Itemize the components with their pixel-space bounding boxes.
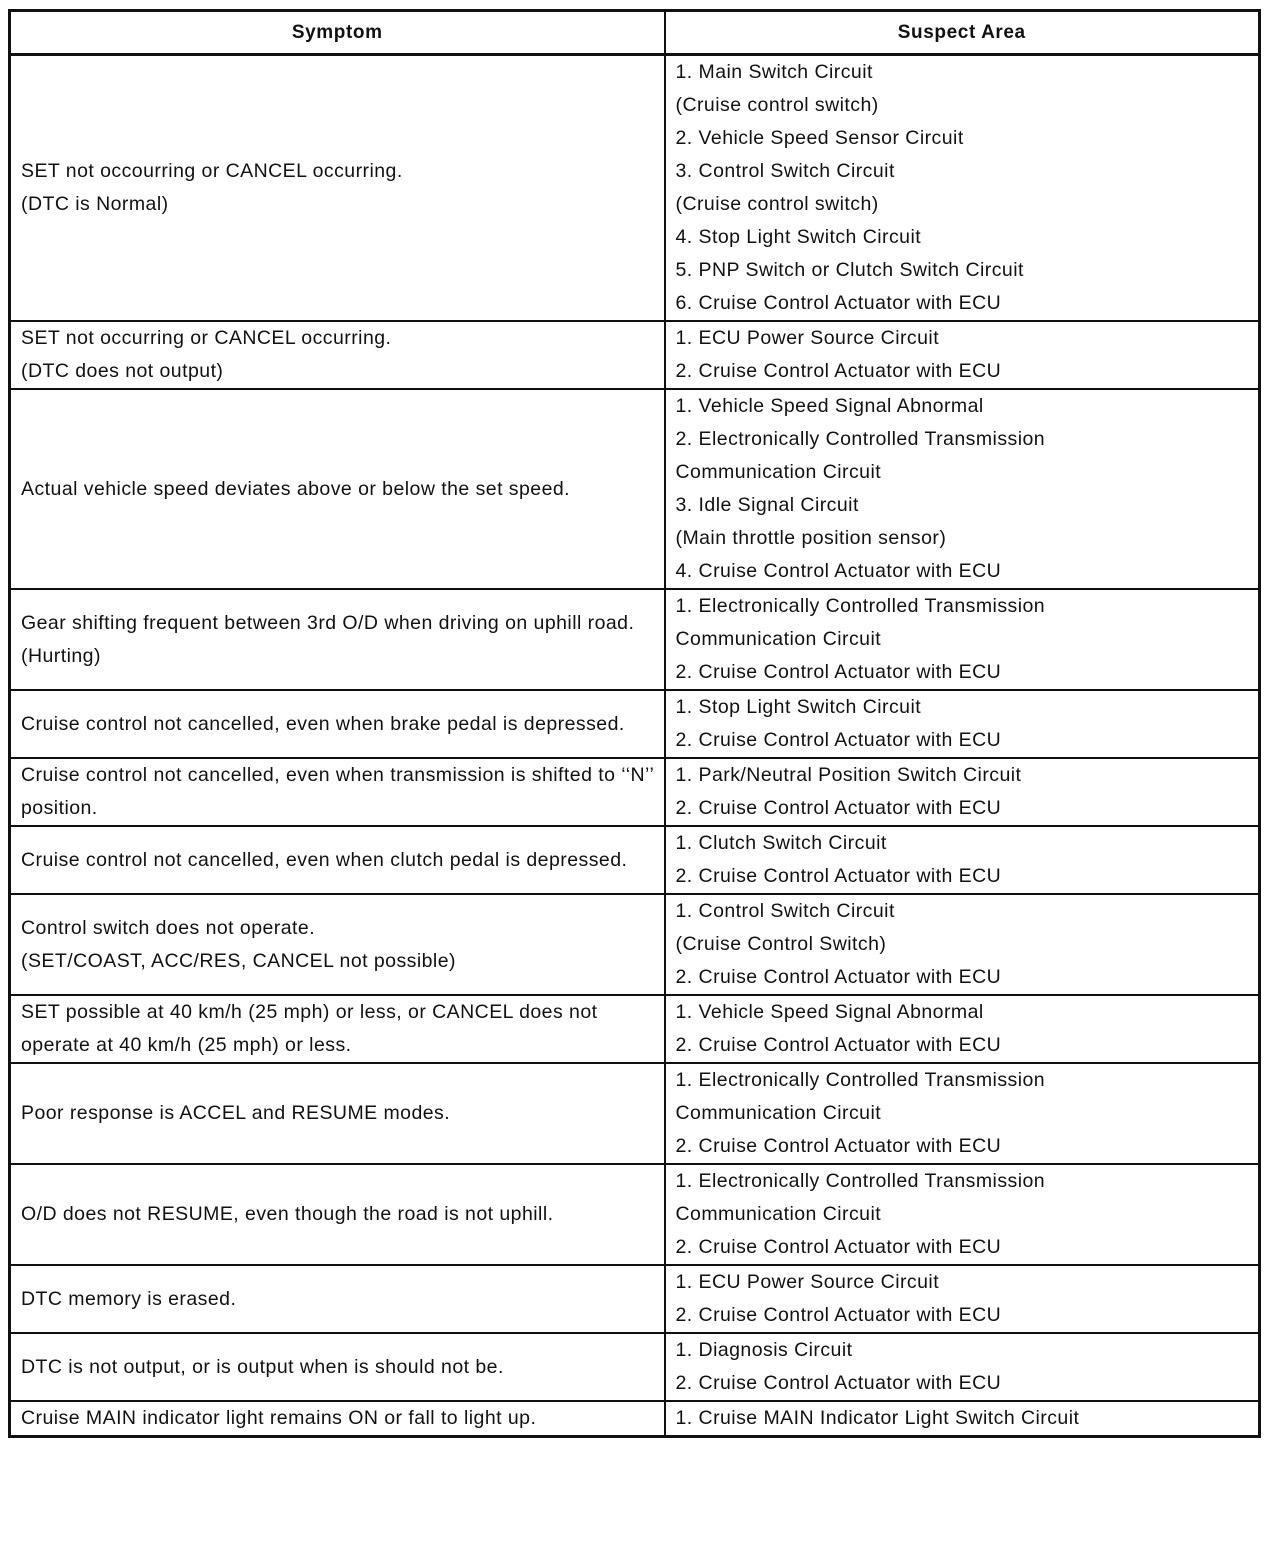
- symptom-text: (SET/COAST, ACC/RES, CANCEL not possible): [21, 949, 456, 972]
- table-row: [10, 1164, 1260, 1265]
- suspect-area-line: 1. Control Switch Circuit: [675, 900, 895, 922]
- symptom-text: Cruise control not cancelled, even when brake pedal is depressed.: [21, 712, 625, 735]
- symptom-text: (DTC is Normal): [21, 193, 169, 215]
- suspect-area-line: Communication Circuit: [675, 1203, 882, 1225]
- symptom-text: O/D does not RESUME, even though the road is not uphill.: [21, 1203, 554, 1225]
- symptom-cell: [10, 894, 665, 995]
- suspect-area-cell: [665, 1333, 1260, 1401]
- suspect-area-cell: [665, 1265, 1260, 1333]
- symptom-cell: [10, 1333, 665, 1401]
- suspect-area-line: (Cruise control switch): [675, 94, 879, 116]
- suspect-area-line: 1. Diagnosis Circuit: [675, 1339, 853, 1361]
- symptom-text: Control switch does not operate.: [21, 916, 316, 939]
- suspect-area-line: 2. Cruise Control Actuator with ECU: [675, 1034, 1002, 1056]
- suspect-area-line: Communication Circuit: [675, 461, 882, 483]
- suspect-area-line: 2. Cruise Control Actuator with ECU: [675, 865, 1002, 887]
- symptom-cell: [10, 995, 665, 1063]
- symptom-cell: [10, 758, 665, 826]
- suspect-area-line: 1. Cruise MAIN Indicator Light Switch Circuit: [675, 1407, 1080, 1429]
- symptom-text: Gear shifting frequent between 3rd O/D when driving on uphill road. (Hurting): [21, 611, 635, 667]
- suspect-area-line: 1. Clutch Switch Circuit: [675, 832, 887, 854]
- suspect-area-column-header: Suspect Area: [665, 11, 1260, 55]
- suspect-area-cell: [665, 894, 1260, 995]
- suspect-area-cell: [665, 589, 1260, 690]
- suspect-area-cell: [665, 758, 1260, 826]
- suspect-area-line: 2. Vehicle Speed Sensor Circuit: [675, 127, 964, 149]
- symptom-text: Cruise control not cancelled, even when transmission is shifted to ‘‘N’’ position.: [21, 764, 654, 819]
- suspect-area-line: 3. Control Switch Circuit: [675, 160, 895, 182]
- suspect-area-line: Communication Circuit: [675, 1102, 882, 1124]
- table-row: [10, 995, 1260, 1063]
- table-row: [10, 321, 1260, 389]
- suspect-area-cell: [665, 1164, 1260, 1265]
- suspect-area-line: 2. Cruise Control Actuator with ECU: [675, 360, 1002, 382]
- suspect-area-line: 4. Stop Light Switch Circuit: [675, 226, 922, 248]
- suspect-area-cell: [665, 826, 1260, 894]
- table-body: [10, 55, 1260, 1437]
- suspect-area-line: (Cruise control switch): [675, 193, 879, 215]
- symptom-cell: [10, 1063, 665, 1164]
- symptom-text: SET not occurring or CANCEL occurring.: [21, 327, 392, 349]
- symptom-text: Actual vehicle speed deviates above or below the set speed.: [21, 477, 571, 500]
- table-row: [10, 389, 1260, 589]
- suspect-area-cell: [665, 1401, 1260, 1437]
- symptom-text: SET not occourring or CANCEL occurring.: [21, 160, 403, 182]
- suspect-area-line: 1. Electronically Controlled Transmission: [675, 595, 1046, 617]
- suspect-area-line: 1. ECU Power Source Circuit: [675, 1271, 940, 1293]
- symptom-cell: [10, 589, 665, 690]
- suspect-area-line: 2. Cruise Control Actuator with ECU: [675, 729, 1002, 751]
- symptom-cell: [10, 321, 665, 389]
- suspect-area-cell: [665, 1063, 1260, 1164]
- table-row: [10, 690, 1260, 758]
- symptom-cell: [10, 690, 665, 758]
- suspect-area-line: 1. Stop Light Switch Circuit: [675, 696, 922, 718]
- suspect-area-line: (Main throttle position sensor): [675, 527, 947, 549]
- suspect-area-line: 1. Electronically Controlled Transmission: [675, 1069, 1046, 1091]
- suspect-area-line: (Cruise Control Switch): [675, 933, 887, 955]
- suspect-area-line: 2. Cruise Control Actuator with ECU: [675, 966, 1002, 988]
- suspect-area-line: 2. Electronically Controlled Transmission: [675, 428, 1046, 450]
- suspect-area-line: 2. Cruise Control Actuator with ECU: [675, 1236, 1002, 1258]
- suspect-area-line: 2. Cruise Control Actuator with ECU: [675, 661, 1002, 683]
- suspect-area-line: 1. Vehicle Speed Signal Abnormal: [675, 1001, 984, 1023]
- suspect-area-line: 1. Electronically Controlled Transmission: [675, 1170, 1046, 1192]
- symptom-table: [8, 9, 1261, 1438]
- symptom-text: SET possible at 40 km/h (25 mph) or less, or CANCEL does not operate at 40 km/h (25 mph) or less.: [21, 1001, 598, 1056]
- table-row: [10, 894, 1260, 995]
- suspect-area-line: 1. Vehicle Speed Signal Abnormal: [675, 395, 984, 417]
- table-header: [10, 11, 1260, 55]
- table-row: [10, 1063, 1260, 1164]
- suspect-area-line: 2. Cruise Control Actuator with ECU: [675, 1372, 1002, 1394]
- suspect-area-cell: [665, 321, 1260, 389]
- suspect-area-line: 2. Cruise Control Actuator with ECU: [675, 797, 1002, 819]
- suspect-area-line: 3. Idle Signal Circuit: [675, 494, 859, 516]
- suspect-area-cell: [665, 55, 1260, 322]
- symptom-text: DTC memory is erased.: [21, 1287, 237, 1310]
- symptom-cell: [10, 1265, 665, 1333]
- symptom-cell: [10, 55, 665, 322]
- symptom-cell: [10, 1401, 665, 1437]
- table-row: [10, 758, 1260, 826]
- table-row: [10, 589, 1260, 690]
- table-row: [10, 1333, 1260, 1401]
- suspect-area-cell: [665, 995, 1260, 1063]
- suspect-area-line: 1. Main Switch Circuit: [675, 61, 873, 83]
- suspect-area-line: 4. Cruise Control Actuator with ECU: [675, 560, 1002, 582]
- suspect-area-line: 2. Cruise Control Actuator with ECU: [675, 1304, 1002, 1326]
- symptom-cell: [10, 389, 665, 589]
- symptom-text: DTC is not output, or is output when is should not be.: [21, 1355, 504, 1378]
- symptom-column-header: Symptom: [10, 11, 665, 55]
- symptom-text: Cruise MAIN indicator light remains ON or fall to light up.: [21, 1407, 537, 1429]
- symptom-text: Cruise control not cancelled, even when clutch pedal is depressed.: [21, 848, 628, 871]
- table-row: [10, 1265, 1260, 1333]
- suspect-area-line: 5. PNP Switch or Clutch Switch Circuit: [675, 259, 1024, 281]
- suspect-area-line: 1. ECU Power Source Circuit: [675, 327, 940, 349]
- table-row: [10, 1401, 1260, 1437]
- symptom-cell: [10, 826, 665, 894]
- suspect-area-line: 6. Cruise Control Actuator with ECU: [675, 292, 1002, 314]
- troubleshooting-document: [8, 9, 1258, 1438]
- table-row: [10, 826, 1260, 894]
- suspect-area-line: Communication Circuit: [675, 628, 882, 650]
- suspect-area-line: 2. Cruise Control Actuator with ECU: [675, 1135, 1002, 1157]
- suspect-area-cell: [665, 389, 1260, 589]
- suspect-area-cell: [665, 690, 1260, 758]
- suspect-area-line: 1. Park/Neutral Position Switch Circuit: [675, 764, 1022, 786]
- header-row: [10, 11, 1260, 55]
- symptom-text: (DTC does not output): [21, 360, 224, 382]
- symptom-cell: [10, 1164, 665, 1265]
- table-row: [10, 55, 1260, 322]
- symptom-text: Poor response is ACCEL and RESUME modes.: [21, 1102, 451, 1124]
